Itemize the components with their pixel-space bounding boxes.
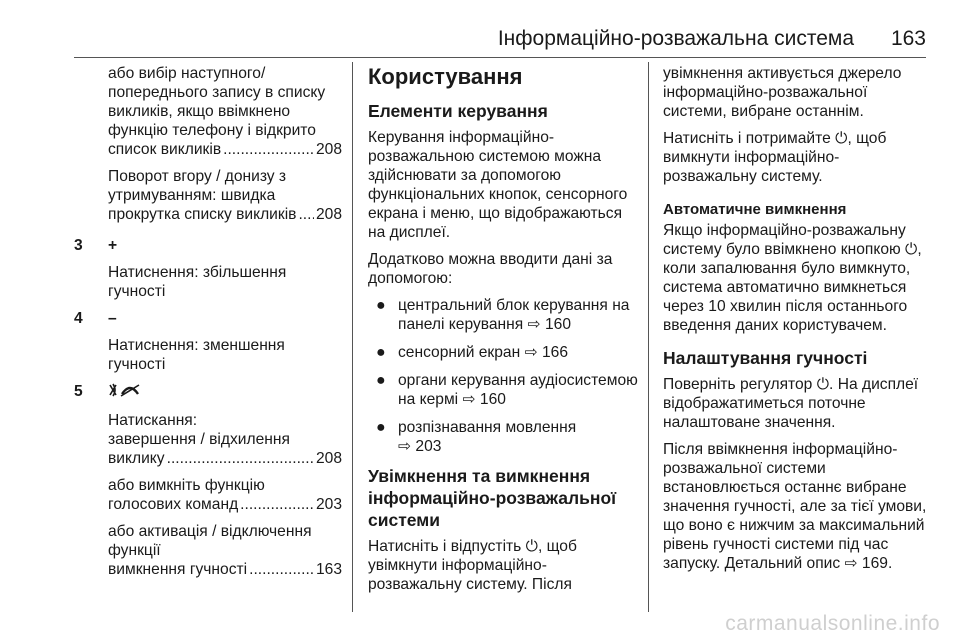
page-ref-arrow-icon: ⇨ — [844, 555, 858, 572]
control-item-3: 3 + — [74, 237, 118, 254]
page-title: Інформаційно-розважальна система — [497, 27, 854, 50]
minus-icon: – — [108, 310, 117, 327]
list-item: ● розпізнавання мовлення ⇨ 203 — [376, 419, 577, 455]
list-item: ● сенсорний екран ⇨ 166 — [376, 344, 569, 361]
column-middle — [368, 64, 640, 602]
subsection-heading: Автоматичне вимкнення — [663, 201, 847, 218]
power-icon: ⏻ — [525, 538, 538, 555]
page-ref[interactable]: 208 — [315, 206, 342, 223]
column-divider — [648, 62, 649, 612]
page-ref-arrow-icon: ⇨ — [527, 316, 541, 333]
paragraph: Натиснення: зменшення гучності — [108, 337, 285, 373]
page-ref-arrow-icon: ⇨ — [524, 344, 538, 361]
control-item-5: 5 — [74, 382, 342, 403]
page-ref[interactable]: 208 — [315, 450, 342, 467]
header-rule — [74, 57, 926, 58]
power-icon: ⏻ — [816, 376, 830, 393]
column-left — [74, 64, 342, 579]
mute-hangup-icon — [108, 382, 142, 403]
control-item-4: 4 – — [74, 310, 117, 327]
page-number: 163 — [890, 27, 926, 50]
toc-entry[interactable]: голосових команд ..... 203 — [108, 495, 342, 514]
power-icon: ⏻ — [835, 130, 848, 147]
paragraph: Додатково можна вводити дані за допомогою: — [368, 251, 613, 287]
page-ref[interactable]: 166 — [541, 344, 569, 361]
list-item: ● центральний блок керування на панелі керування ⇨ 160 — [376, 297, 630, 333]
paragraph: Натискання: завершення / відхилення виклику ..... 208 — [108, 411, 342, 468]
plus-icon: + — [108, 237, 118, 254]
paragraph: Натиснення: збільшення гучності — [108, 264, 287, 300]
bullet-list — [368, 296, 640, 456]
page-ref[interactable]: 203 — [415, 438, 442, 455]
paragraph: або вибір наступного/ попереднього запису в списку викликів, якщо ввімкнено функцію телефону і відкрито список викликів ..... 208 — [108, 64, 342, 159]
paragraph: Керування інформаційно-розважальною системою можна здійснювати за допомогою функціональних кнопок, сенсорного екрана і меню, що відображаються на дисплеї. — [368, 129, 628, 241]
toc-entry[interactable]: вимкнення гучності ..... 163 — [108, 560, 342, 579]
paragraph: або вимкніть функцію голосових команд ..... 203 — [108, 476, 342, 514]
page-header — [0, 24, 960, 54]
list-item: ● органи керування аудіосистемою на кермі ⇨ 160 — [376, 372, 638, 408]
toc-entry[interactable]: виклику ..... 208 — [108, 449, 342, 468]
toc-entry[interactable]: список викликів ..... 208 — [108, 140, 342, 159]
page-ref[interactable]: 169 — [861, 555, 888, 572]
subsection-heading: Увімкнення та вимкнення інформаційно-розважальної системи — [368, 466, 617, 530]
paragraph: Натисніть і відпустіть ⏻, щоб увімкнути інформаційно-розважальну систему. Після — [368, 538, 577, 593]
column-right — [663, 64, 927, 581]
paragraph: або активація / відключення функції вимкнення гучності ..... 163 — [108, 522, 342, 579]
subsection-heading: Налаштування гучності — [663, 348, 868, 368]
paragraph: Після ввімкнення інформаційно-розважальної системи встановлюється останнє вибране значення гучності, але за тієї умови, що воно є нижчим за максимальний рівень гучності системи під час запуску. Детальний опис ⇨ 169. — [663, 441, 927, 572]
column-divider — [352, 62, 353, 612]
toc-entry[interactable]: прокрутка списку викликів ..... 208 — [108, 205, 342, 224]
page-ref[interactable]: 208 — [315, 141, 342, 158]
page-ref-arrow-icon: ⇨ — [398, 438, 412, 455]
subsection-heading: Елементи керування — [368, 101, 548, 121]
watermark: carmanualsonline.info — [725, 612, 940, 635]
power-icon: ⏻ — [905, 241, 918, 258]
section-heading: Користування — [368, 64, 523, 89]
paragraph: увімкнення активується джерело інформаційно-розважальної системи, вибране останнім. — [663, 65, 902, 120]
paragraph: Поворот вгору / донизу з утримуванням: швидка прокрутка списку викликів ..... 208 — [108, 167, 342, 224]
paragraph: Натисніть і потримайте ⏻, щоб вимкнути інформаційно-розважальну систему. — [663, 130, 887, 185]
page-ref[interactable]: 160 — [479, 391, 506, 408]
page-ref[interactable]: 203 — [315, 496, 342, 513]
page-ref-arrow-icon: ⇨ — [462, 391, 476, 408]
page-ref[interactable]: 160 — [544, 316, 571, 333]
page-ref[interactable]: 163 — [315, 561, 342, 578]
paragraph: Поверніть регулятор ⏻. На дисплеї відображатиметься поточне налаштоване значення. — [663, 376, 919, 431]
paragraph: Якщо інформаційно-розважальну систему було ввімкнено кнопкою ⏻, коли запалювання було вимкнуто, система автоматично вимкнеться через 10 хвилин після останнього введення даних користувачем. — [663, 222, 922, 334]
